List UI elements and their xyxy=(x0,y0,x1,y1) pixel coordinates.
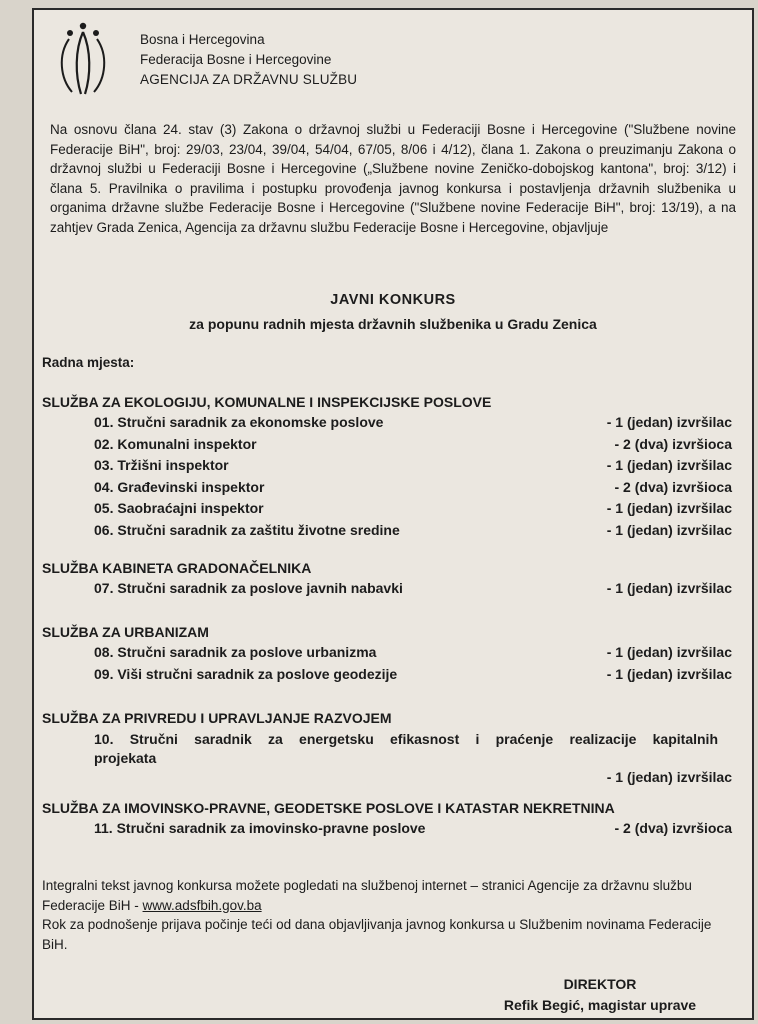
section-title: SLUŽBA ZA URBANIZAM xyxy=(42,624,209,640)
position-count: - 2 (dva) izvršioca xyxy=(614,820,732,836)
section-urbanizam xyxy=(42,624,732,687)
position-count: - 1 (jedan) izvršilac xyxy=(606,500,732,516)
position-name: 05. Saobraćajni inspektor xyxy=(94,500,264,516)
positions-label: Radna mjesta: xyxy=(42,355,135,370)
position-count: - 1 (jedan) izvršilac xyxy=(606,644,732,660)
list-item xyxy=(42,580,732,602)
list-item xyxy=(42,820,732,842)
list-item xyxy=(42,500,732,522)
position-count: - 1 (jedan) izvršilac xyxy=(606,521,732,538)
agency-website-link[interactable]: www.adsfbih.gov.ba xyxy=(142,897,262,913)
intro-paragraph: Na osnovu člana 24. stav (3) Zakona o državnoj službi u Federaciji Bosne i Hercegovine ("Službene novine Federacije BiH", broj: 29/03, 23/04, 39/04, 54/04, 67/05, 8/06 i 4/12), člana 1. Zakona o preuzimanju Zakona o državnoj službi u Federaciji Bosne i Hercegovine („Službene novine Zeničko-dobojskog kantona", broj: 3/12) i člana 5. Pravilnika o pravilima i postupku provođenja javnog konkursa i postavljenja državnih službenika u organima državne službe Federacije Bosne i Hercegovine ("Službene novine Federacije BiH", broj: 13/19), a na zahtjev Grada Zenica, Agencija za državnu službu Federacije Bosne i Hercegovine, objavljuje xyxy=(50,122,736,235)
section-title: SLUŽBA ZA EKOLOGIJU, KOMUNALNE I INSPEKCIJSKE POSLOVE xyxy=(42,394,492,410)
position-count: - 2 (dva) izvršioca xyxy=(614,435,732,452)
list-item xyxy=(42,479,732,501)
section-ekologija xyxy=(42,394,732,543)
position-count: - 1 (jedan) izvršilac xyxy=(606,665,732,682)
section-title: SLUŽBA KABINETA GRADONAČELNIKA xyxy=(42,560,312,576)
section-title: SLUŽBA ZA IMOVINSKO-PRAVNE, GEODETSKE POSLOVE I KATASTAR NEKRETNINA xyxy=(42,800,615,816)
section-kabinet xyxy=(42,560,732,602)
footer-paragraph-1 xyxy=(42,876,732,915)
header-agency: AGENCIJA ZA DRŽAVNU SLUŽBU xyxy=(140,72,358,87)
header-federation: Federacija Bosne i Hercegovine xyxy=(140,52,332,67)
position-name-cont: projekata xyxy=(94,750,157,766)
position-name: 09. Viši stručni saradnik za poslove geodezije xyxy=(94,665,398,682)
page-subtitle: za popunu radnih mjesta državnih službenika u Gradu Zenica xyxy=(189,316,597,332)
section-title: SLUŽBA ZA PRIVREDU I UPRAVLJANJE RAZVOJEM xyxy=(42,710,392,726)
position-count: - 2 (dva) izvršioca xyxy=(614,478,732,495)
list-item xyxy=(42,644,732,666)
position-name: 08. Stručni saradnik za poslove urbanizma xyxy=(94,644,377,660)
list-item xyxy=(42,666,732,688)
header-country: Bosna i Hercegovina xyxy=(140,32,265,47)
position-count: - 1 (jedan) izvršilac xyxy=(606,769,732,785)
announcement-page xyxy=(32,8,754,1020)
position-name: 10. Stručni saradnik za energetsku efikasnost i praćenje realizacije kapitalnih xyxy=(94,731,718,747)
signature-name: Refik Begić, magistar uprave xyxy=(503,997,697,1013)
position-name: 02. Komunalni inspektor xyxy=(94,435,257,452)
list-item xyxy=(42,457,732,479)
position-count: - 1 (jedan) izvršilac xyxy=(606,414,732,430)
section-imovinsko-pravne xyxy=(42,800,732,842)
footer-text-1: Integralni tekst javnog konkursa možete pogledati na službenoj internet – stranici Agencije za državnu službu Federacije BiH - xyxy=(42,878,692,913)
agency-logo-icon xyxy=(48,20,118,100)
signature-block xyxy=(470,974,730,1016)
signature-role: DIREKTOR xyxy=(563,976,637,992)
footer-text-2: Rok za podnošenje prijava počinje teći od dana objavljivanja javnog konkursa u Službenim novinama Federacije BiH. xyxy=(42,917,712,952)
section-privreda xyxy=(42,710,732,787)
position-name: 03. Tržišni inspektor xyxy=(94,457,229,473)
list-item xyxy=(42,522,732,544)
list-item xyxy=(42,414,732,436)
list-item xyxy=(42,730,732,787)
position-count: - 1 (jedan) izvršilac xyxy=(606,580,732,596)
position-name: 07. Stručni saradnik za poslove javnih nabavki xyxy=(94,580,403,596)
positions-label-block xyxy=(42,355,732,370)
list-item xyxy=(42,436,732,458)
position-name: 06. Stručni saradnik za zaštitu životne sredine xyxy=(94,521,400,538)
position-name: 01. Stručni saradnik za ekonomske poslove xyxy=(94,414,384,430)
position-name: 04. Građevinski inspektor xyxy=(94,478,265,495)
agency-header xyxy=(48,20,388,100)
position-count: - 1 (jedan) izvršilac xyxy=(606,457,732,473)
page-title: JAVNI KONKURS xyxy=(330,292,456,308)
footer-notes xyxy=(42,876,732,954)
position-name: 11. Stručni saradnik za imovinsko-pravne poslove xyxy=(94,820,426,836)
